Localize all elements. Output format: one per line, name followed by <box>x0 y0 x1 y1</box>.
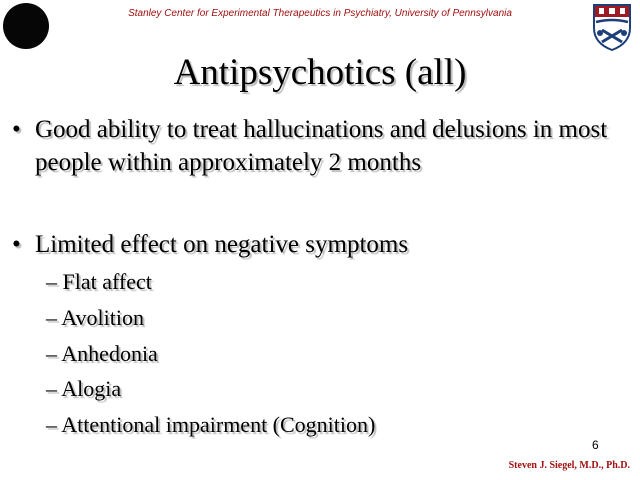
slide-title: Antipsychotics (all) <box>173 52 467 93</box>
page-number: 6 <box>592 438 599 452</box>
bullet-dot-icon: • <box>12 116 21 143</box>
sub-item-attentional-impairment: – Attentional impairment (Cognition) <box>46 412 376 437</box>
sub-item-alogia: – Alogia <box>46 376 122 401</box>
sub-item-avolition: – Avolition <box>46 305 144 330</box>
bullet-item-treatment <box>12 113 632 179</box>
university-shield-icon <box>590 2 634 52</box>
sub-item-flat-affect: – Flat affect <box>46 269 152 294</box>
sub-item-anhedonia: – Anhedonia <box>46 341 158 366</box>
bullet-text: Good ability to treat hallucinations and delusions in most people within approximately 2 months <box>35 116 608 176</box>
author-credit: Steven J. Siegel, M.D., Ph.D. <box>508 460 630 471</box>
header-institution: Stanley Center for Experimental Therapeutics in Psychiatry, University of Pennsylvania <box>128 8 512 19</box>
seal-logo-icon <box>3 3 49 49</box>
bullet-text: Limited effect on negative symptoms <box>35 231 409 258</box>
bullet-item-negative-symptoms <box>12 228 632 261</box>
bullet-dot-icon: • <box>12 231 21 258</box>
